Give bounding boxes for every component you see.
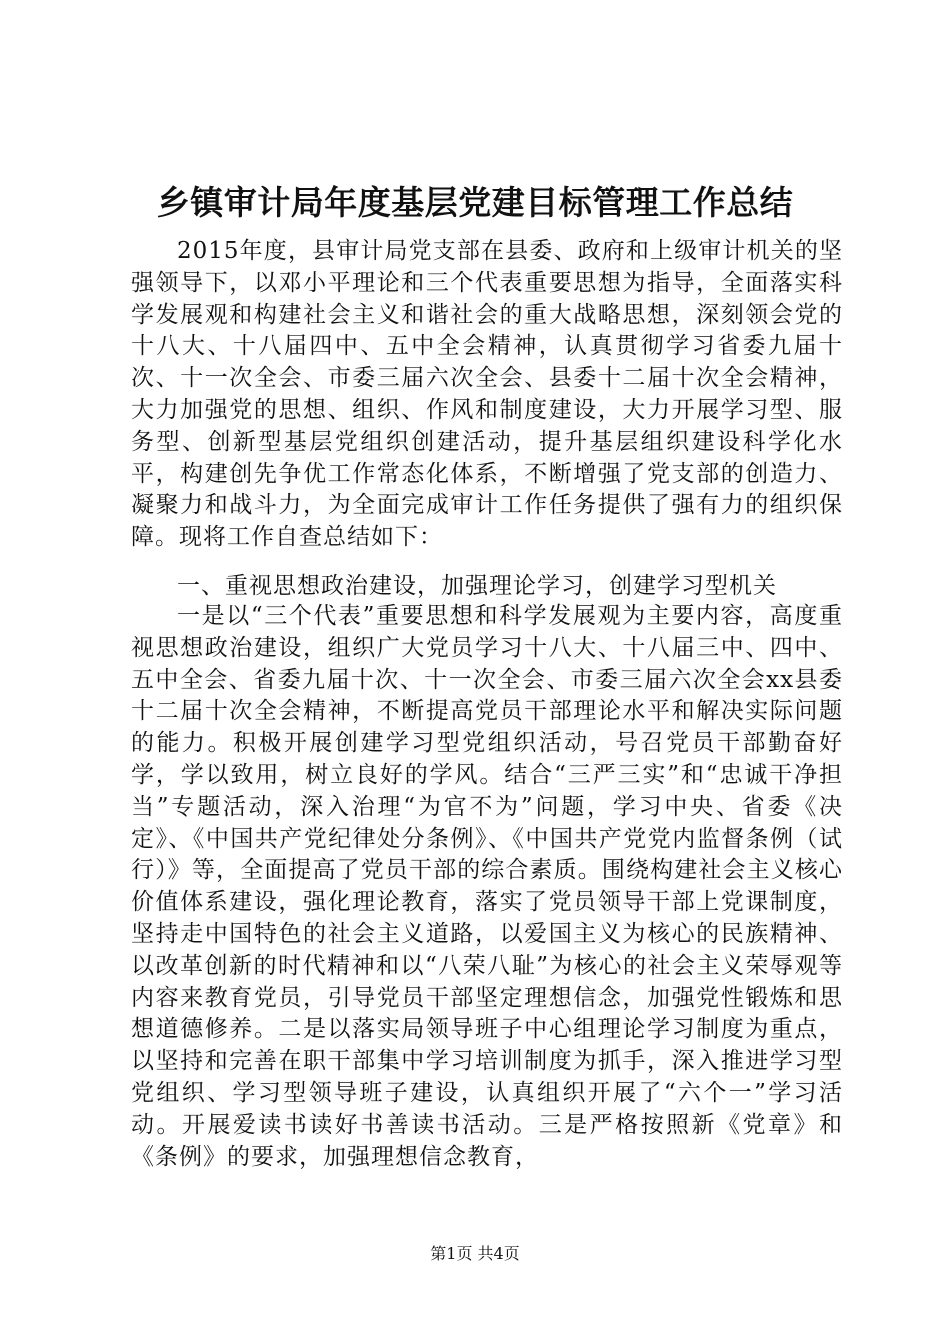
section-paragraph: 一是以“三个代表”重要思想和科学发展观为主要内容，高度重视思想政治建设，组织广大党员学习十八大、十八届三中、四中、五中全会、省委九届十次、十一次全会、市委三届六次全会xx县委十二届十次全会精神，不断提高党员干部理论水平和解决实际问题的能力。积极开展创建学习型党组织活动，号召党员干部勤奋好学，学以致用，树立良好的学风。结合“三严三实”和“忠诚干净担当”专题活动，深入治理“为官不为”问题，学习中央、省委《决定》、《中国共产党纪律处分条例》、《中国共产党党内监督条例（试行）》等，全面提高了党员干部的综合素质。围绕构建社会主义核心价值体系建设，强化理论教育，落实了党员领导干部上党课制度，坚持走中国特色的社会主义道路，以爱国主义为核心的民族精神、以改革创新的时代精神和以“八荣八耻”为核心的社会主义荣辱观等内容来教育党员，引导党员干部坚定理想信念，加强党性锻炼和思想道德修养。二是以落实局领导班子中心组理论学习制度为重点，以坚持和完善在职干部集中学习培训制度为抓手，深入推进学习型党组织、学习型领导班子建设，认真组织开展了“六个一”学习活动。开展爱读书读好书善读书活动。三是严格按照新《党章》和《条例》的要求，加强理想信念教育， (131, 603, 843, 1170)
document-title: 乡镇审计局年度基层党建目标管理工作总结 (156, 183, 794, 222)
page-number-footer: 第1页 共4页 (430, 1244, 520, 1263)
section-heading: 一、重视思想政治建设，加强理论学习，创建学习型机关 (177, 573, 777, 599)
intro-paragraph: 2015年度，县审计局党支部在县委、政府和上级审计机关的坚强领导下，以邓小平理论和三个代表重要思想为指导，全面落实科学发展观和构建社会主义和谐社会的重大战略思想，深刻领会党的十八大、十八届四中、五中全会精神，认真贯彻学习省委九届十次、十一次全会、市委三届六次全会、县委十二届十次全会精神，大力加强党的思想、组织、作风和制度建设，大力开展学习型、服务型、创新型基层党组织创建活动，提升基层组织建设科学化水平，构建创先争优工作常态化体系，不断增强了党支部的创造力、凝聚力和战斗力，为全面完成审计工作任务提供了强有力的组织保障。现将工作自查总结如下： (131, 238, 843, 551)
